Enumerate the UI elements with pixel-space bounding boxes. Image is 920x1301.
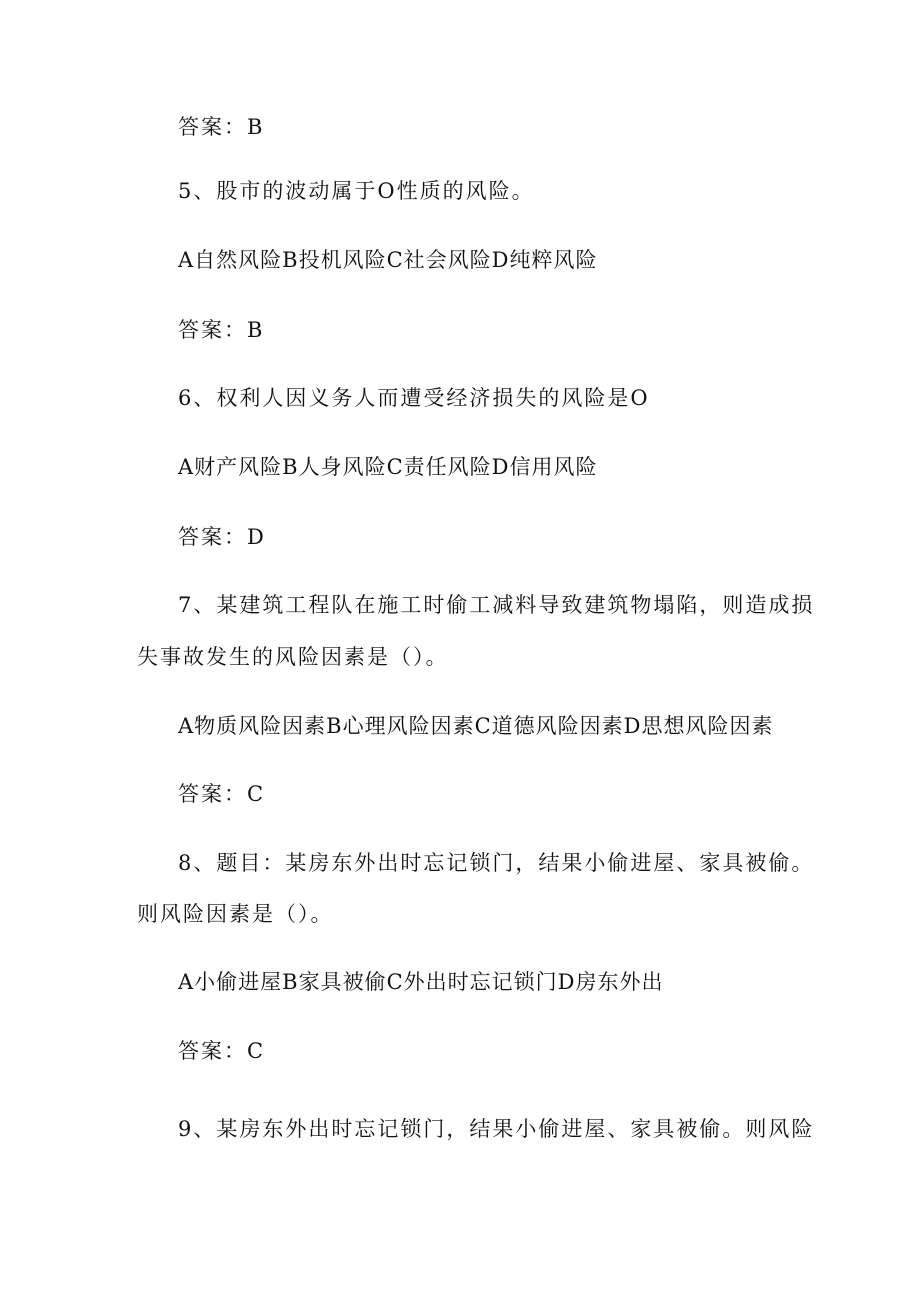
question-9-text-line-1: 9、某房东外出时忘记锁门，结果小偷进屋、家具被偷。则风险 [178, 1117, 815, 1141]
question-8-text-line-1: 8、题目：某房东外出时忘记锁门，结果小偷进屋、家具被偷。 [178, 851, 815, 875]
question-5-text: 5、股市的波动属于O性质的风险。 [178, 179, 535, 203]
answer-line: 答案：C [178, 782, 266, 806]
answer-line: 答案：B [178, 115, 265, 139]
answer-line: 答案：B [178, 318, 265, 342]
question-8-text-line-2: 则风险因素是（）。 [137, 902, 334, 926]
answer-line: 答案：D [178, 525, 266, 549]
question-6-text: 6、权利人因义务人而遭受经济损失的风险是O [178, 386, 650, 410]
question-7-text-line-2: 失事故发生的风险因素是（）。 [137, 645, 449, 669]
question-8-options: A小偷进屋B家具被偷C外出时忘记锁门D房东外出 [178, 970, 664, 994]
question-5-options: A自然风险B投机风险C社会风险D纯粹风险 [178, 248, 598, 272]
question-7-text-line-1: 7、某建筑工程队在施工时偷工减料导致建筑物塌陷，则造成损 [178, 593, 815, 617]
question-7-options: A物质风险因素B心理风险因素C道德风险因素D思想风险因素 [178, 714, 774, 738]
answer-line: 答案：C [178, 1039, 266, 1063]
question-6-options: A财产风险B人身风险C责任风险D信用风险 [178, 455, 598, 479]
